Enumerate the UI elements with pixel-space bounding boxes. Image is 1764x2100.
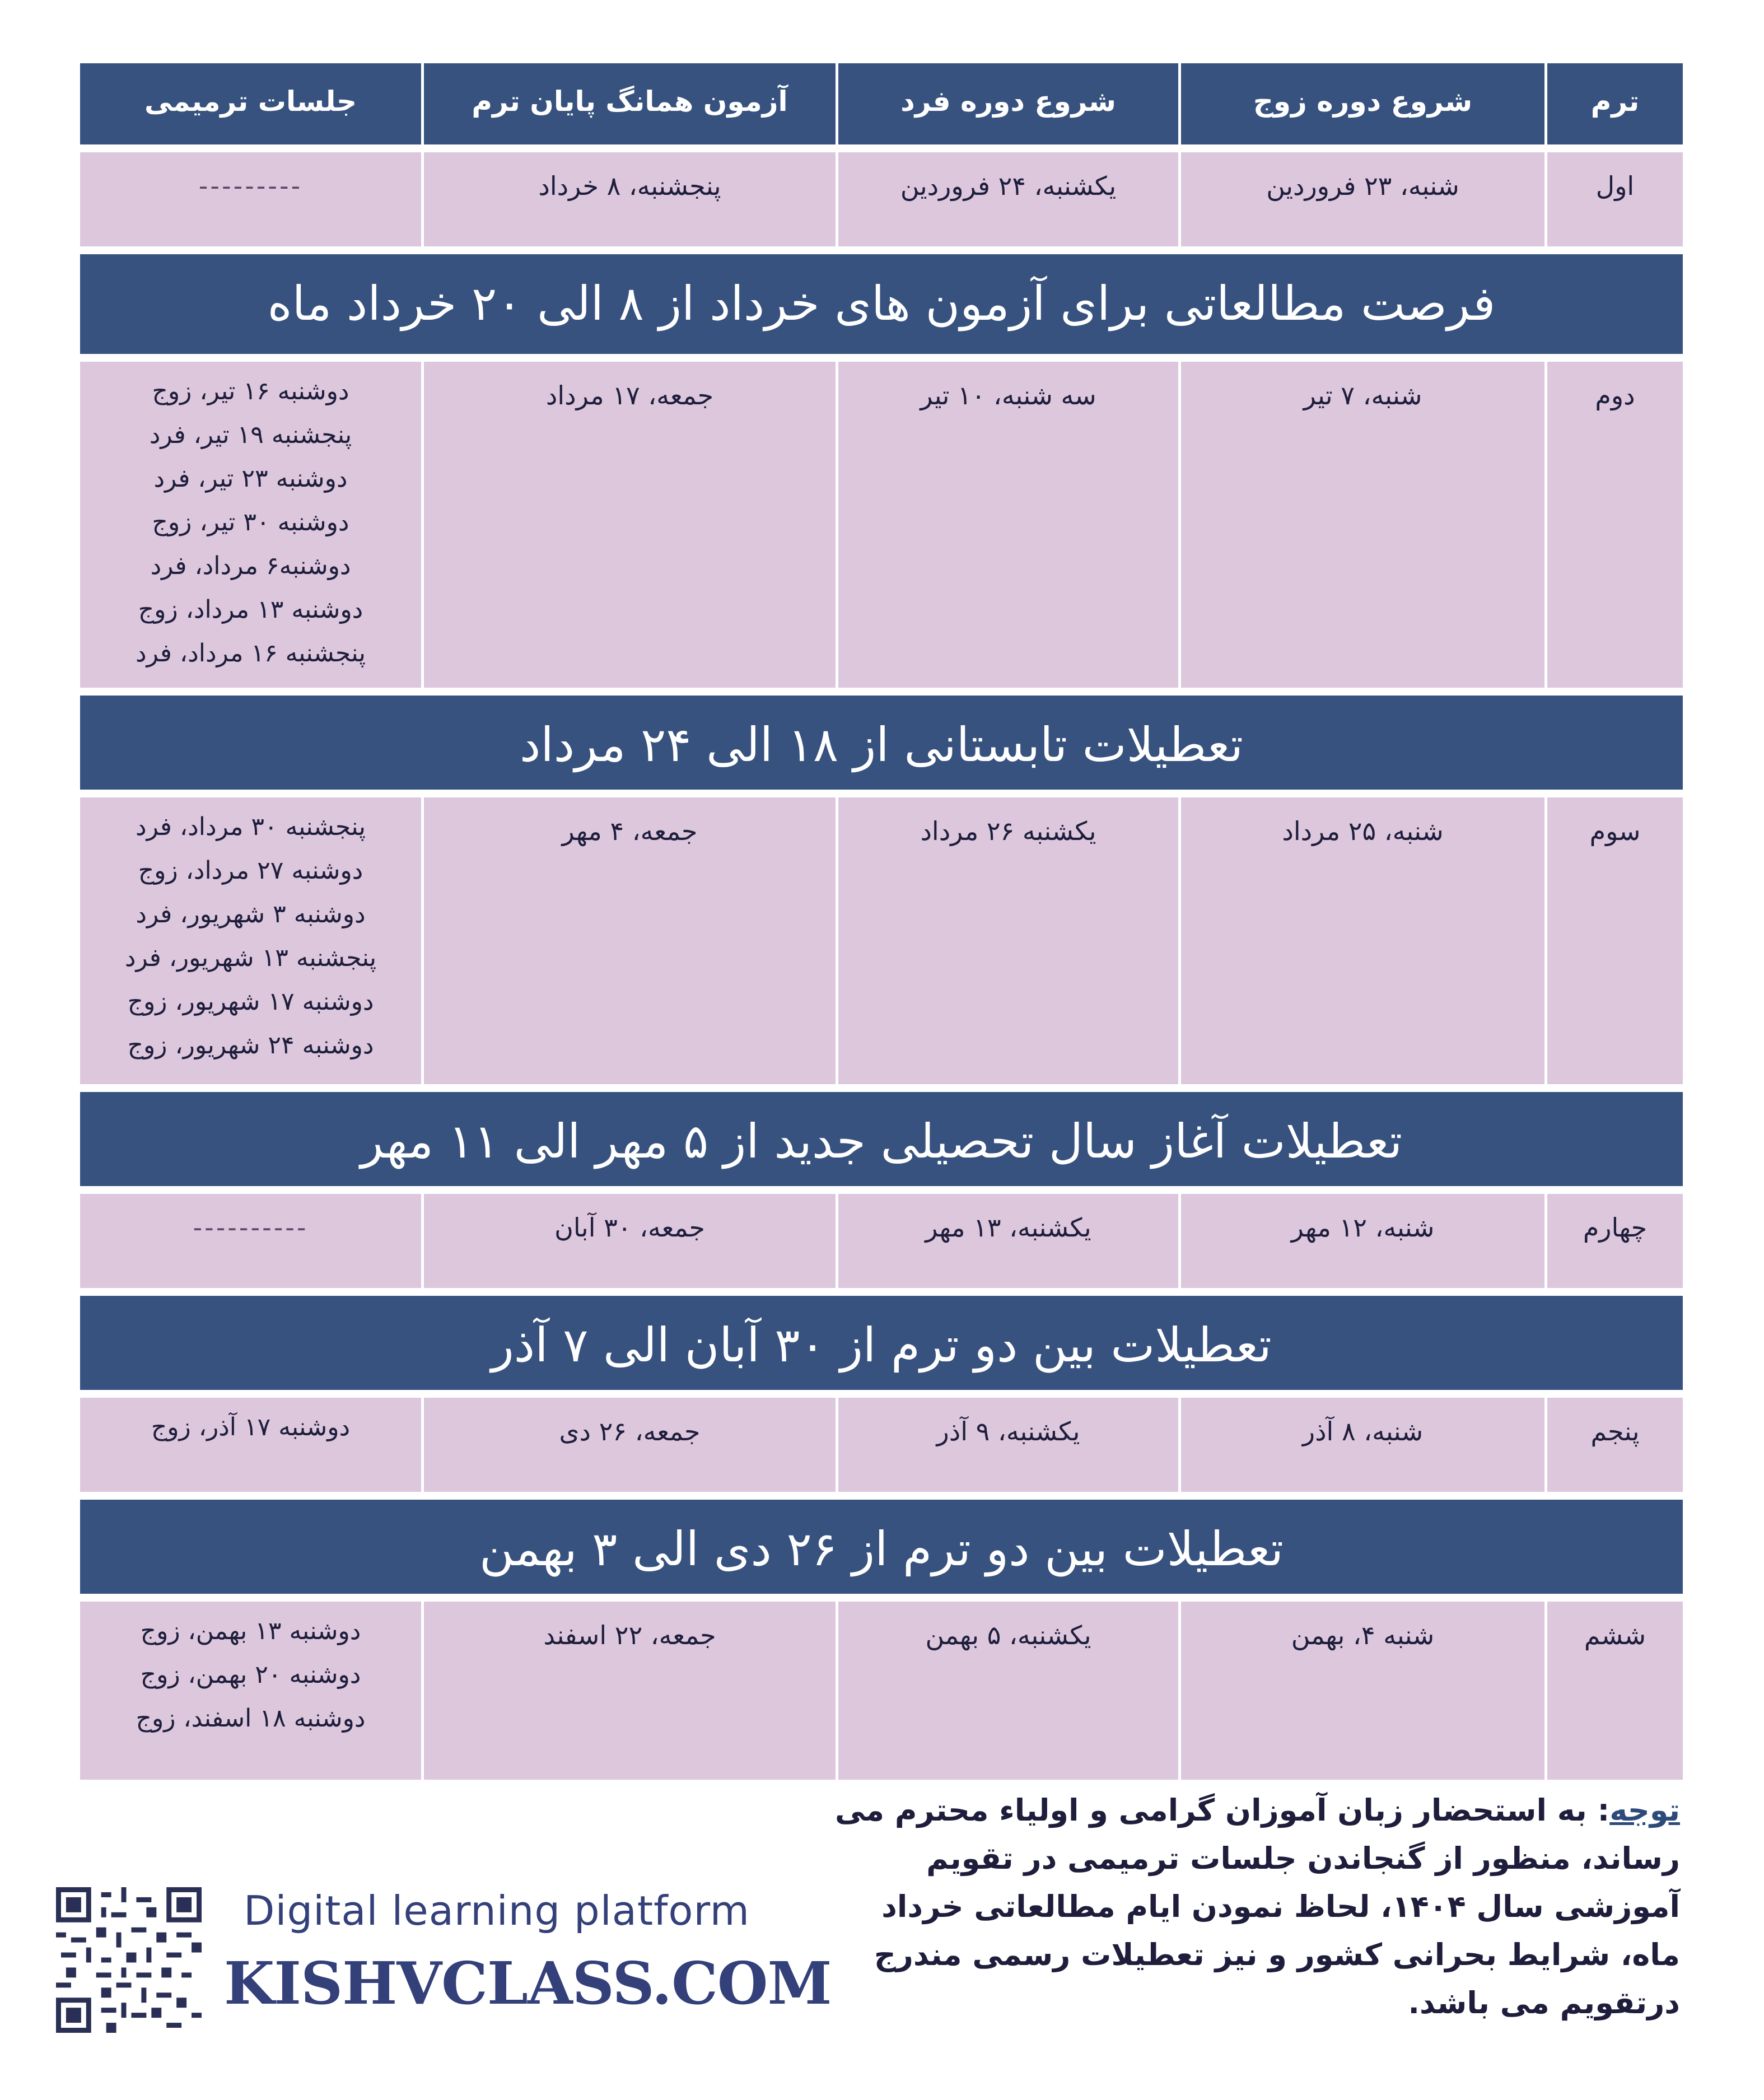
makeup-line: پنجشنبه ۱۳ شهریور، فرد <box>124 944 377 972</box>
header-odd-start: شروع دوره فرد <box>836 63 1178 144</box>
brand-website: KISHVCLASS.COM <box>224 1949 832 2018</box>
table-row-term-4 <box>80 1194 1683 1288</box>
makeup-line: پنجشنبه ۱۹ تیر، فرد <box>149 421 352 449</box>
table-row-term-1 <box>80 152 1683 246</box>
makeup-line: دوشنبه ۲۰ بهمن، زوج <box>140 1660 361 1689</box>
makeup-line: دوشنبه ۲۳ تیر، فرد <box>153 464 348 493</box>
row-separator <box>80 354 1683 362</box>
brand-tagline: Digital learning platform <box>244 1887 750 1934</box>
table-row-term-3 <box>80 797 1683 1084</box>
term-schedule-table <box>80 63 1683 1780</box>
row-separator <box>80 1084 1683 1092</box>
table-row-term-2 <box>80 362 1683 688</box>
header-even-start: شروع دوره زوج <box>1178 63 1544 144</box>
makeup-line: پنجشنبه ۱۶ مرداد، فرد <box>136 639 366 668</box>
cell-makeup <box>80 362 421 688</box>
cell-final-exam: جمعه، ۲۶ دی <box>421 1398 836 1492</box>
notice-band-summer-holiday <box>80 696 1683 790</box>
cell-makeup <box>80 797 421 1084</box>
band-text: تعطیلات تابستانی از ۱۸ الی ۲۴ مرداد <box>519 717 1243 772</box>
row-separator <box>80 790 1683 797</box>
cell-even-start: شنبه ۴، بهمن <box>1178 1602 1544 1780</box>
makeup-line: دوشنبه ۱۷ شهریور، زوج <box>127 987 374 1016</box>
makeup-line: دوشنبه ۱۸ اسفند، زوج <box>136 1704 366 1733</box>
cell-odd-start: یکشنبه، ۱۳ مهر <box>836 1194 1178 1288</box>
cell-term: اول <box>1544 152 1683 246</box>
row-separator <box>80 1390 1683 1398</box>
cell-odd-start: یکشنبه ۲۶ مرداد <box>836 797 1178 1084</box>
header-term: ترم <box>1544 63 1683 144</box>
cell-even-start: شنبه، ۷ تیر <box>1178 362 1544 688</box>
cell-makeup <box>80 1602 421 1780</box>
makeup-line: پنجشنبه ۳۰ مرداد، فرد <box>136 813 366 841</box>
footnote <box>829 1786 1680 2027</box>
cell-odd-start: یکشنبه، ۵ بهمن <box>836 1602 1178 1780</box>
cell-term: سوم <box>1544 797 1683 1084</box>
notice-band-break-2 <box>80 1500 1683 1594</box>
band-text: تعطیلات آغاز سال تحصیلی جدید از ۵ مهر الی ۱۱ مهر <box>360 1114 1403 1169</box>
header-final-exam: آزمون همانگ پایان ترم <box>421 63 836 144</box>
row-separator <box>80 246 1683 254</box>
makeup-line: دوشنبه ۲۷ مرداد، زوج <box>138 856 363 885</box>
notice-band-break-1 <box>80 1296 1683 1390</box>
row-separator <box>80 688 1683 696</box>
makeup-line: دوشنبه ۲۴ شهریور، زوج <box>127 1031 374 1060</box>
cell-term: ششم <box>1544 1602 1683 1780</box>
cell-odd-start: یکشنبه، ۹ آذر <box>836 1398 1178 1492</box>
table-header-row <box>80 63 1683 144</box>
makeup-line: دوشنبه ۳۰ تیر، زوج <box>152 508 349 536</box>
row-separator <box>80 1288 1683 1296</box>
band-text: تعطیلات بین دو ترم از ۳۰ آبان الی ۷ آذر <box>491 1318 1272 1373</box>
cell-makeup <box>80 1398 421 1492</box>
cell-final-exam: جمعه، ۱۷ مرداد <box>421 362 836 688</box>
row-separator <box>80 144 1683 152</box>
cell-odd-start: یکشنبه، ۲۴ فروردین <box>836 152 1178 246</box>
notice-band-study-leave <box>80 254 1683 354</box>
cell-term: دوم <box>1544 362 1683 688</box>
cell-even-start: شنبه، ۲۵ مرداد <box>1178 797 1544 1084</box>
cell-makeup-empty: --------- <box>198 171 303 201</box>
brand-block <box>56 1887 832 2033</box>
row-separator <box>80 1186 1683 1194</box>
cell-even-start: شنبه، ۱۲ مهر <box>1178 1194 1544 1288</box>
makeup-line: دوشنبه ۱۶ تیر، زوج <box>152 377 349 405</box>
cell-final-exam: جمعه، ۴ مهر <box>421 797 836 1084</box>
band-text: تعطیلات بین دو ترم از ۲۶ دی الی ۳ بهمن <box>479 1522 1284 1576</box>
cell-makeup-empty: ---------- <box>193 1212 309 1243</box>
cell-odd-start: سه شنبه، ۱۰ تیر <box>836 362 1178 688</box>
cell-final-exam: جمعه، ۳۰ آبان <box>421 1194 836 1288</box>
makeup-line: دوشنبه ۳ شهریور، فرد <box>136 900 366 928</box>
cell-final-exam: جمعه، ۲۲ اسفند <box>421 1602 836 1780</box>
cell-even-start: شنبه، ۸ آذر <box>1178 1398 1544 1492</box>
footnote-text: : به استحضار زبان آموزان گرامی و اولیاء محترم می رساند، منظور از گنجاندن جلسات ترمیمی در تقویم آموزشی سال ۱۴۰۴، لحاظ نمودن ایام مطالعاتی خرداد ماه، شرایط بحرانی کشور و نیز تعطیلات رسمی مندرج درتقویم می باشد. <box>834 1793 1680 2020</box>
makeup-line: دوشنبه۶ مرداد، فرد <box>150 552 351 580</box>
cell-final-exam: پنجشنبه، ۸ خرداد <box>421 152 836 246</box>
header-makeup: جلسات ترمیمی <box>144 85 357 118</box>
qr-code-icon <box>56 1887 202 2033</box>
cell-term: پنجم <box>1544 1398 1683 1492</box>
footnote-label: توجه <box>1609 1793 1680 1828</box>
makeup-line: دوشنبه ۱۳ مرداد، زوج <box>138 595 363 624</box>
cell-even-start: شنبه، ۲۳ فروردین <box>1178 152 1544 246</box>
row-separator <box>80 1492 1683 1500</box>
makeup-line: دوشنبه ۱۳ بهمن، زوج <box>140 1617 361 1645</box>
band-text: فرصت مطالعاتی برای آزمون های خرداد از ۸ الی ۲۰ خرداد ماه <box>267 276 1496 331</box>
makeup-line: دوشنبه ۱۷ آذر، زوج <box>151 1413 351 1441</box>
table-row-term-5 <box>80 1398 1683 1492</box>
row-separator <box>80 1594 1683 1602</box>
notice-band-school-year-start <box>80 1092 1683 1186</box>
table-row-term-6 <box>80 1602 1683 1780</box>
cell-term: چهارم <box>1544 1194 1683 1288</box>
